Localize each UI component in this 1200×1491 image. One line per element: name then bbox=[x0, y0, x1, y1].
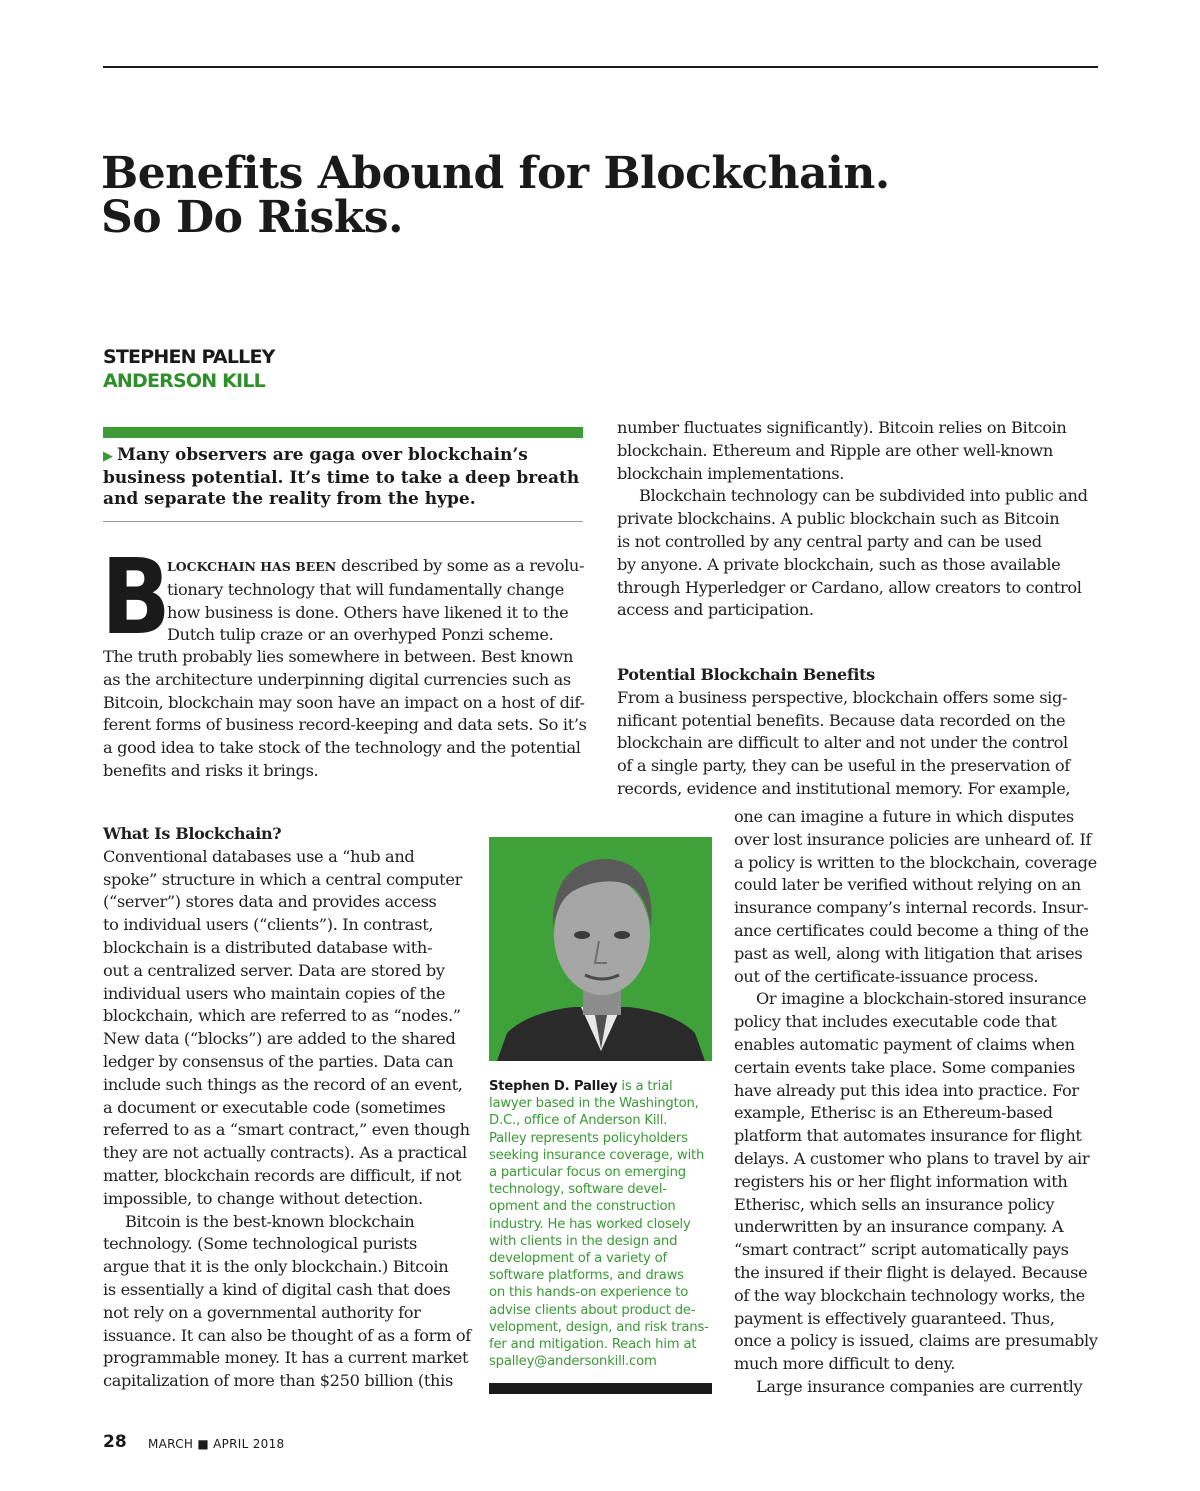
issue-date: MARCH ■ APRIL 2018 bbox=[148, 1437, 285, 1451]
intro-line: Bitcoin, blockchain may soon have an impact on a host of dif- bbox=[103, 692, 585, 712]
intro-line: how business is done. Others have likened it to the bbox=[167, 602, 569, 622]
section-benefits-wrapped bbox=[734, 806, 1098, 1399]
body-line: ledger by consensus of the parties. Data can bbox=[103, 1051, 454, 1071]
body-line: through Hyperledger or Cardano, allow creators to control bbox=[617, 577, 1082, 597]
body-line: is essentially a kind of digital cash that does bbox=[103, 1279, 451, 1299]
byline-author: STEPHEN PALLEY bbox=[103, 346, 275, 368]
body-line: Bitcoin is the best-known blockchain bbox=[125, 1211, 415, 1231]
body-line: is not controlled by any central party and can be used bbox=[617, 531, 1042, 551]
body-line: capitalization of more than $250 billion (this bbox=[103, 1371, 453, 1391]
top-rule bbox=[103, 66, 1098, 68]
body-line: referred to as a “smart contract,” even though bbox=[103, 1120, 470, 1140]
intro-line: described by some as a revolu- bbox=[336, 556, 585, 575]
body-line: Large insurance companies are currently bbox=[756, 1376, 1083, 1396]
bio-line: Palley represents policyholders bbox=[489, 1130, 688, 1146]
body-line: out of the certificate-issuance process. bbox=[734, 966, 1039, 986]
body-line: delays. A customer who plans to travel by air bbox=[734, 1148, 1090, 1168]
intro-line: Dutch tulip craze or an overhyped Ponzi scheme. bbox=[167, 625, 554, 645]
body-line: a document or executable code (sometimes bbox=[103, 1097, 446, 1117]
body-line: nificant potential benefits. Because data recorded on the bbox=[617, 710, 1066, 730]
bio-line: a particular focus on emerging bbox=[489, 1165, 686, 1181]
bio-line: with clients in the design and bbox=[489, 1233, 678, 1249]
intro-line: tionary technology that will fundamentally change bbox=[167, 579, 564, 599]
headline-line-1: Benefits Abound for Blockchain. bbox=[101, 148, 890, 199]
body-line: blockchain, which are referred to as “nodes.” bbox=[103, 1006, 461, 1026]
deck-line: Many observers are gaga over blockchain’s bbox=[117, 445, 528, 465]
intro-line: ferent forms of business record-keeping and data sets. So it’s bbox=[103, 715, 587, 735]
page-number: 28 bbox=[103, 1432, 127, 1452]
intro-lead-in: LOCKCHAIN HAS BEEN bbox=[167, 559, 337, 574]
bio-line: velopment, design, and risk trans- bbox=[489, 1319, 709, 1335]
body-line: insurance company’s internal records. Insur- bbox=[734, 898, 1089, 918]
body-line: example, Etherisc is an Ethereum-based bbox=[734, 1103, 1053, 1123]
bio-line: on this hands-on experience to bbox=[489, 1285, 689, 1301]
body-line: past as well, along with litigation that arises bbox=[734, 943, 1083, 963]
portrait-illustration bbox=[489, 837, 712, 1061]
body-line: issuance. It can also be thought of as a form of bbox=[103, 1325, 471, 1345]
body-line: number fluctuates significantly). Bitcoin relies on Bitcoin bbox=[617, 418, 1067, 437]
deck-divider bbox=[103, 521, 583, 522]
author-portrait bbox=[489, 837, 712, 1061]
section-potential-benefits bbox=[617, 664, 1070, 801]
body-line: ance certificates could become a thing of the bbox=[734, 920, 1089, 940]
bio-line: advise clients about product de- bbox=[489, 1302, 696, 1318]
bio-line: opment and the construction bbox=[489, 1199, 676, 1215]
bio-bottom-bar bbox=[489, 1383, 712, 1394]
section-what-is-blockchain bbox=[103, 823, 471, 1393]
bio-name: Stephen D. Palley bbox=[489, 1079, 618, 1094]
bio-line: lawyer based in the Washington, bbox=[489, 1096, 699, 1112]
right-column-continuation bbox=[617, 417, 1088, 622]
body-line: once a policy is issued, claims are presumably bbox=[734, 1331, 1098, 1351]
intro-line: benefits and risks it brings. bbox=[103, 760, 319, 780]
intro-wrapped-text bbox=[167, 555, 584, 647]
body-line: much more difficult to deny. bbox=[734, 1354, 956, 1374]
body-line: have already put this idea into practice. For bbox=[734, 1080, 1079, 1100]
body-line: of the way blockchain technology works, the bbox=[734, 1285, 1085, 1305]
author-bio bbox=[489, 1078, 715, 1370]
body-line: of a single party, they can be useful in the preservation of bbox=[617, 756, 1070, 776]
body-line: out a centralized server. Data are stored by bbox=[103, 960, 445, 980]
body-line: enables automatic payment of claims when bbox=[734, 1034, 1075, 1054]
body-line: argue that it is the only blockchain.) Bitcoin bbox=[103, 1257, 449, 1277]
body-line: the insured if their flight is delayed. Because bbox=[734, 1262, 1088, 1282]
bio-line: fer and mitigation. Reach him at bbox=[489, 1337, 697, 1353]
body-line: Blockchain technology can be subdivided into public and bbox=[639, 486, 1088, 506]
body-line: blockchain. Ethereum and Ripple are other well-known bbox=[617, 440, 1053, 460]
body-line: one can imagine a future in which disputes bbox=[734, 807, 1074, 826]
headline-line-2: So Do Risks. bbox=[101, 192, 403, 243]
body-line: policy that includes executable code that bbox=[734, 1012, 1057, 1032]
bio-line: technology, software devel- bbox=[489, 1182, 667, 1198]
intro-paragraph bbox=[103, 646, 587, 783]
drop-cap: B bbox=[101, 536, 171, 658]
body-line: could later be verified without relying on an bbox=[734, 875, 1081, 895]
body-line: blockchain is a distributed database with- bbox=[103, 937, 433, 957]
body-line: “smart contract” script automatically pays bbox=[734, 1240, 1069, 1260]
body-line: private blockchains. A public blockchain such as Bitcoin bbox=[617, 509, 1060, 529]
deck-line: business potential. It’s time to take a deep breath bbox=[103, 467, 580, 488]
body-line: matter, blockchain records are difficult, if not bbox=[103, 1165, 462, 1185]
body-line: individual users who maintain copies of the bbox=[103, 983, 446, 1003]
body-line: they are not actually contracts). As a practical bbox=[103, 1143, 467, 1163]
intro-line: as the architecture underpinning digital currencies such as bbox=[103, 669, 571, 689]
body-line: Or imagine a blockchain-stored insurance bbox=[756, 989, 1087, 1009]
body-line: certain events take place. Some companies bbox=[734, 1057, 1076, 1077]
body-line: impossible, to change without detection. bbox=[103, 1188, 423, 1208]
body-line: a policy is written to the blockchain, coverage bbox=[734, 852, 1097, 872]
body-line: programmable money. It has a current market bbox=[103, 1348, 469, 1368]
body-line: include such things as the record of an event, bbox=[103, 1074, 463, 1094]
body-line: From a business perspective, blockchain offers some sig- bbox=[617, 687, 1068, 707]
intro-line: a good idea to take stock of the technology and the potential bbox=[103, 738, 581, 758]
body-line: New data (“blocks”) are added to the shared bbox=[103, 1029, 456, 1049]
body-line: Conventional databases use a “hub and bbox=[103, 846, 415, 866]
bio-line: development of a variety of bbox=[489, 1251, 667, 1267]
body-line: blockchain are difficult to alter and not under the control bbox=[617, 733, 1068, 753]
body-line: by anyone. A private blockchain, such as those available bbox=[617, 554, 1061, 574]
body-line: payment is effectively guaranteed. Thus, bbox=[734, 1308, 1055, 1328]
body-line: over lost insurance policies are unheard of. If bbox=[734, 829, 1092, 849]
body-line: not rely on a governmental authority for bbox=[103, 1302, 421, 1322]
body-line: technology. (Some technological purists bbox=[103, 1234, 417, 1254]
bio-line: industry. He has worked closely bbox=[489, 1216, 691, 1232]
triangle-arrow-icon: ▶ bbox=[103, 449, 113, 464]
body-line: blockchain implementations. bbox=[617, 463, 845, 483]
body-line: spoke” structure in which a central computer bbox=[103, 869, 462, 889]
article-headline bbox=[101, 148, 1101, 243]
body-line: to individual users (“clients”). In contrast, bbox=[103, 915, 434, 935]
deck-line: and separate the reality from the hype. bbox=[103, 489, 476, 509]
section-heading: Potential Blockchain Benefits bbox=[617, 665, 875, 684]
byline-firm: ANDERSON KILL bbox=[103, 370, 265, 392]
body-line: records, evidence and institutional memory. For example, bbox=[617, 778, 1071, 798]
body-line: underwritten by an insurance company. A bbox=[734, 1217, 1064, 1237]
bio-line: seeking insurance coverage, with bbox=[489, 1147, 705, 1163]
body-line: access and participation. bbox=[617, 600, 814, 620]
article-deck bbox=[103, 445, 583, 511]
body-line: registers his or her flight information with bbox=[734, 1171, 1068, 1191]
intro-line: The truth probably lies somewhere in between. Best known bbox=[103, 647, 574, 666]
bio-line: software platforms, and draws bbox=[489, 1268, 684, 1284]
body-line: platform that automates insurance for flight bbox=[734, 1126, 1082, 1146]
section-heading: What Is Blockchain? bbox=[103, 824, 282, 843]
bio-line: is a trial bbox=[617, 1079, 673, 1094]
body-line: (“server”) stores data and provides access bbox=[103, 892, 437, 912]
bio-line: D.C., office of Anderson Kill. bbox=[489, 1113, 668, 1129]
bio-email[interactable]: spalley@andersonkill.com bbox=[489, 1354, 657, 1370]
deck-accent-bar bbox=[103, 427, 583, 438]
body-line: Etherisc, which sells an insurance policy bbox=[734, 1194, 1055, 1214]
